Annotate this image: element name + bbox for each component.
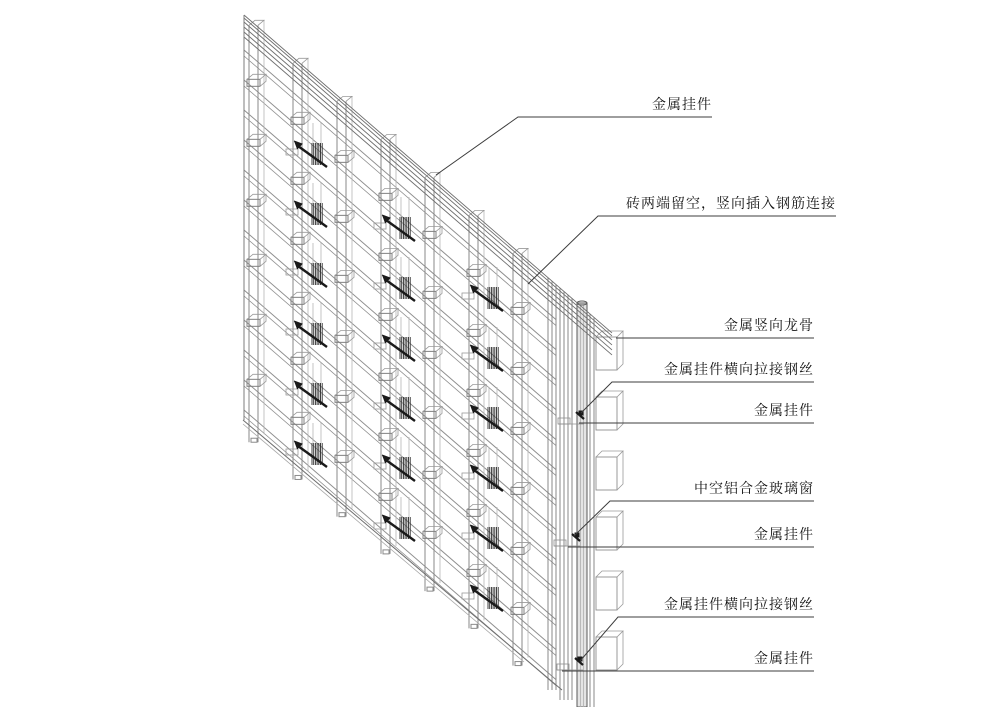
vertical-keel <box>577 301 587 707</box>
callout-label-hanger-tie-wire-lower: 金属挂件横向拉接钢丝 <box>664 597 814 613</box>
brick-course-lines <box>244 50 556 686</box>
tie-wire-units <box>286 123 503 611</box>
callout-label-metal-vertical-keel: 金属竖向龙骨 <box>724 318 814 334</box>
callout-label-metal-hanger-top: 金属挂件 <box>652 97 712 113</box>
callout-label-hanger-tie-wire-upper: 金属挂件横向拉接钢丝 <box>664 362 814 378</box>
callout-label-metal-hanger-bottom: 金属挂件 <box>754 651 814 667</box>
callout-label-metal-hanger-upper: 金属挂件 <box>754 403 814 419</box>
callout-label-metal-hanger-middle: 金属挂件 <box>754 527 814 543</box>
callout-label-insulated-aluminum-window: 中空铝合金玻璃窗 <box>694 481 814 497</box>
callout-label-brick-ends-rebar-note: 砖两端留空，竖向插入钢筋连接 <box>626 196 836 212</box>
